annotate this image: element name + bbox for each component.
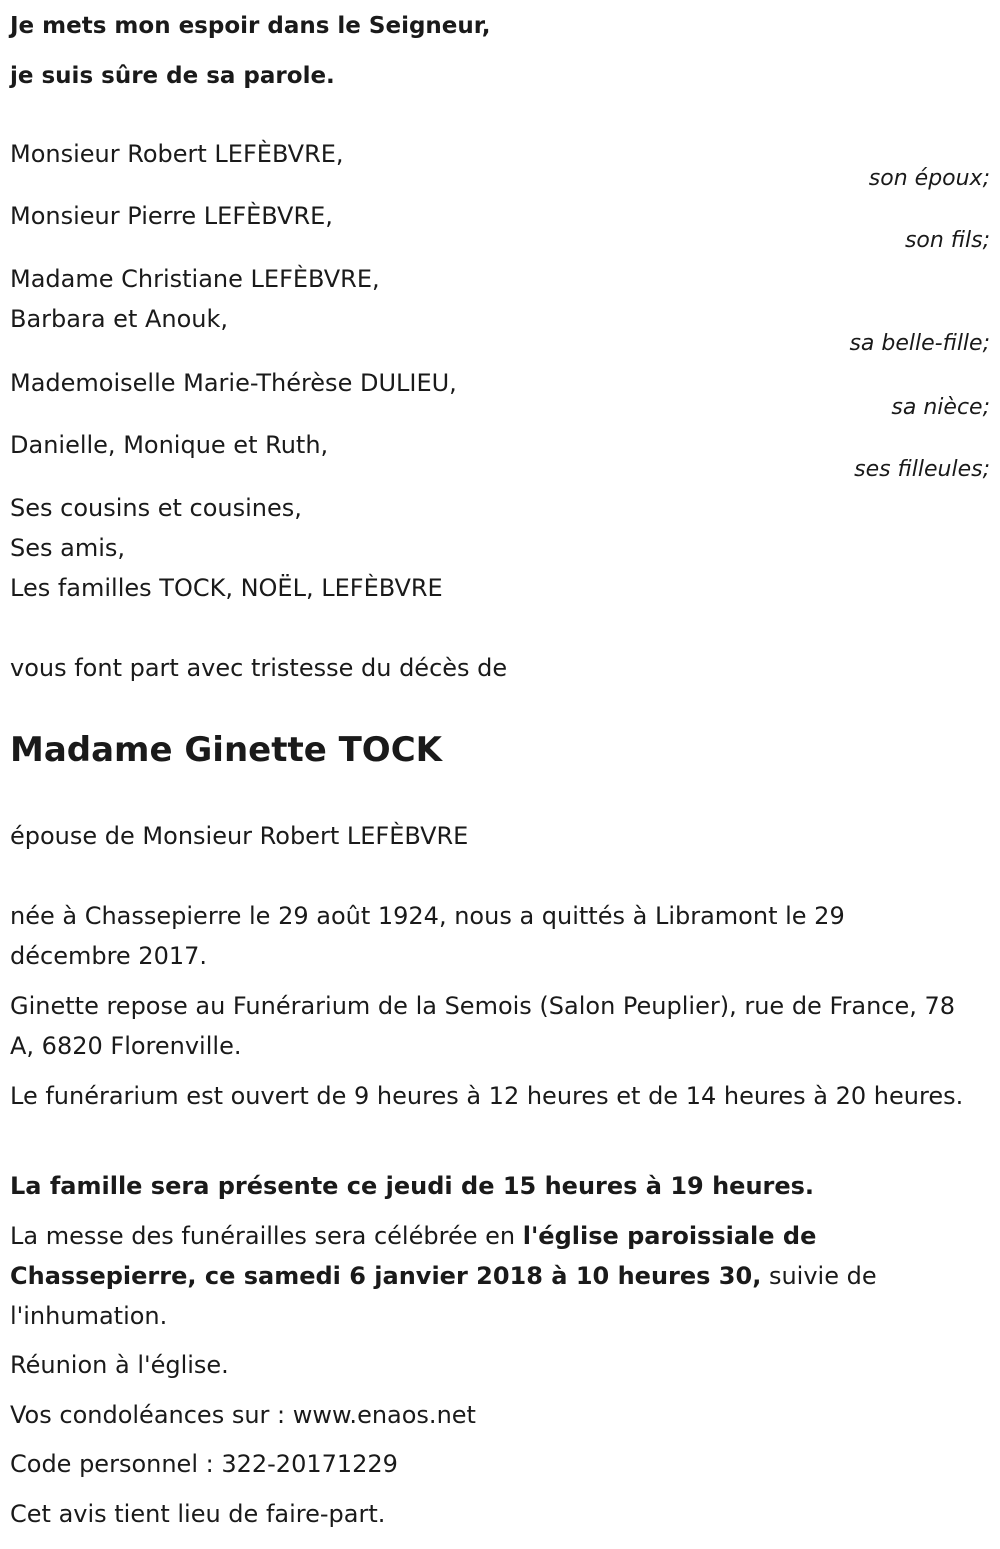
reunion-line: Réunion à l'église.	[10, 1351, 229, 1379]
condolences-line: Vos condoléances sur : www.enaos.net	[10, 1401, 476, 1429]
mass-text-before: La messe des funérailles sera célébrée en	[10, 1222, 523, 1250]
family-member-relation: ses filleules;	[854, 457, 990, 482]
family-member-name: Danielle, Monique et Ruth,	[10, 431, 329, 459]
family-member-name: Mademoiselle Marie-Thérèse DULIEU,	[10, 369, 457, 397]
mass-paragraph	[10, 1216, 970, 1336]
funerarium-hours-paragraph: Le funérarium est ouvert de 9 heures à 12 heures et de 14 heures à 20 heures.	[10, 1082, 964, 1110]
family-member-name: Madame Christiane LEFÈBVRE,	[10, 265, 380, 293]
announcement-line: vous font part avec tristesse du décès de	[10, 654, 508, 682]
family-member-relation: son fils;	[904, 228, 990, 253]
closing-line: Cet avis tient lieu de faire-part.	[10, 1500, 386, 1528]
spouse-line: épouse de Monsieur Robert LEFÈBVRE	[10, 822, 469, 850]
birth-death-paragraph: née à Chassepierre le 29 août 1924, nous a quittés à Libramont le 29 décembre 2017.	[10, 902, 845, 970]
family-member-relation: sa belle-fille;	[849, 331, 990, 356]
mass-text-bold: l'église paroissiale de Chassepierre, ce samedi 6 janvier 2018 à 10 heures 30,	[10, 1222, 817, 1290]
repose-paragraph: Ginette repose au Funérarium de la Semois (Salon Peuplier), rue de France, 78 A, 6820 Florenville.	[10, 992, 956, 1060]
personal-code-line: Code personnel : 322-20171229	[10, 1450, 398, 1478]
families-line: Les familles TOCK, NOËL, LEFÈBVRE	[10, 574, 443, 602]
mass-text-after: suivie de l'inhumation.	[10, 1262, 877, 1330]
family-member-name-2: Barbara et Anouk,	[10, 305, 229, 333]
family-member-name: Monsieur Pierre LEFÈBVRE,	[10, 202, 333, 230]
friends-line: Ses amis,	[10, 534, 126, 562]
family-member-relation: sa nièce;	[891, 395, 990, 420]
epigraph-line-2: je suis sûre de sa parole.	[10, 63, 335, 89]
family-member-relation: son époux;	[868, 166, 990, 191]
family-member-name: Monsieur Robert LEFÈBVRE,	[10, 140, 344, 168]
family-presence-paragraph: La famille sera présente ce jeudi de 15 heures à 19 heures.	[10, 1172, 815, 1200]
epigraph-line-1: Je mets mon espoir dans le Seigneur,	[10, 13, 491, 39]
cousins-line: Ses cousins et cousines,	[10, 494, 302, 522]
deceased-name: Madame Ginette TOCK	[10, 730, 443, 770]
